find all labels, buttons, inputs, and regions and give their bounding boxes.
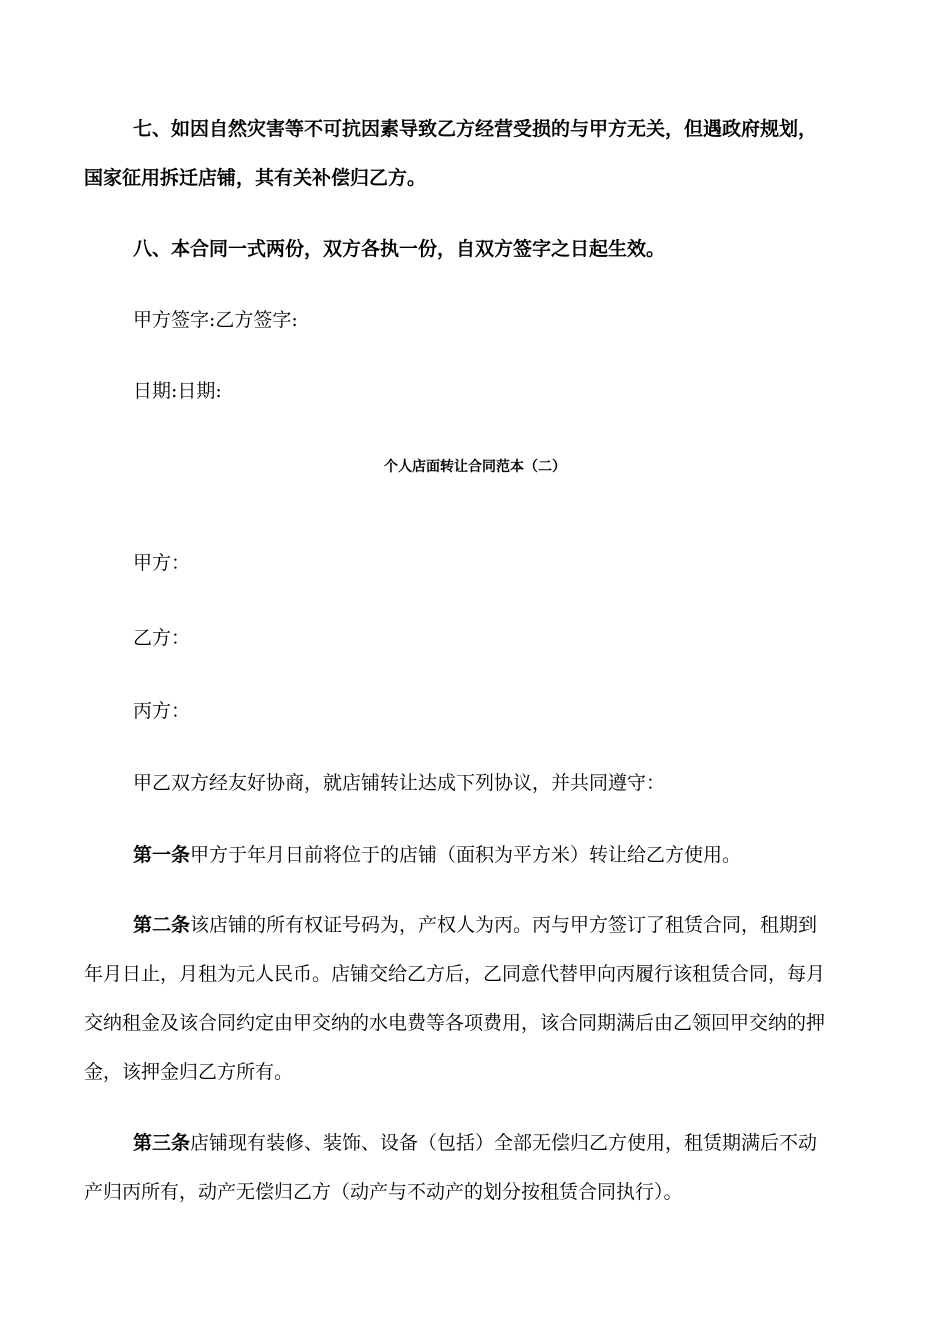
article-2-text-1: 该店铺的所有权证号码为，产权人为丙。丙与甲方签订了租赁合同，租期到 xyxy=(190,914,818,936)
clause-8: 八、本合同一式两份，双方各执一份，自双方签字之日起生效。 xyxy=(133,238,666,260)
article-2-line-2: 年月日止，月租为元人民币。店铺交给乙方后，乙同意代替甲向丙履行该租赁合同，每月 xyxy=(84,963,826,985)
article-3-text-1: 店铺现有装修、装饰、设备（包括）全部无偿归乙方使用，租赁期满后不动 xyxy=(190,1132,818,1154)
article-1-head: 第一条 xyxy=(133,844,191,866)
party-c-label: 丙方： xyxy=(133,700,191,722)
clause-7-line-1: 七、如因自然灾害等不可抗因素导致乙方经营受损的与甲方无关，但遇政府规划， xyxy=(133,118,818,140)
party-a-label: 甲方： xyxy=(133,552,191,574)
article-1-text: 甲方于年月日前将位于的店铺（面积为平方米）转让给乙方使用。 xyxy=(190,844,742,866)
party-b-label: 乙方： xyxy=(133,627,191,649)
article-3-head: 第三条 xyxy=(133,1132,191,1154)
article-1 xyxy=(133,843,741,867)
date-line: 日期:日期: xyxy=(133,380,222,402)
signature-line: 甲方签字:乙方签字: xyxy=(133,309,298,331)
article-3-line-1 xyxy=(133,1131,817,1155)
article-2-line-4: 金，该押金归乙方所有。 xyxy=(84,1061,294,1083)
article-2-head: 第二条 xyxy=(133,914,191,936)
article-3-line-2: 产归丙所有，动产无偿归乙方（动产与不动产的划分按租赁合同执行）。 xyxy=(84,1181,683,1203)
preamble: 甲乙双方经友好协商，就店铺转让达成下列协议，并共同遵守： xyxy=(133,772,666,794)
clause-7-line-2: 国家征用拆迁店铺，其有关补偿归乙方。 xyxy=(84,167,427,189)
article-2-line-3: 交纳租金及该合同约定由甲交纳的水电费等各项费用，该合同期满后由乙领回甲交纳的押 xyxy=(84,1012,826,1034)
article-2-line-1 xyxy=(133,913,817,937)
contract-title: 个人店面转让合同范本（二） xyxy=(384,459,566,475)
